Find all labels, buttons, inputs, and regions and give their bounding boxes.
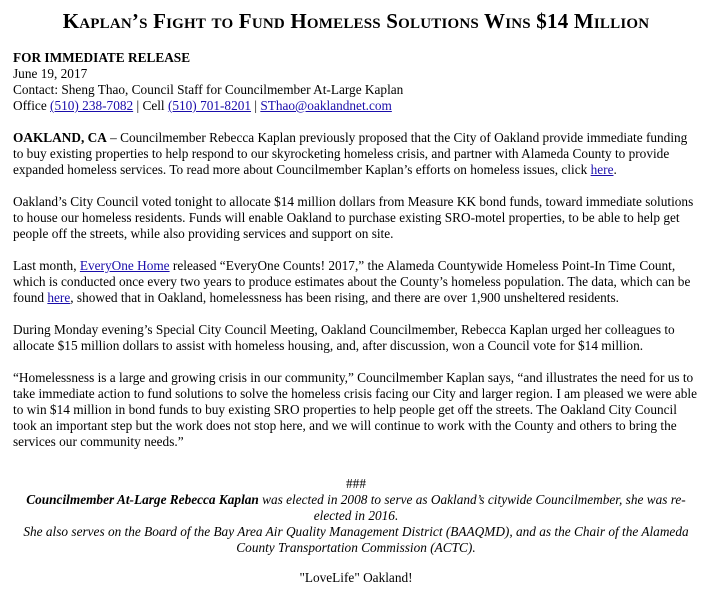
email-link[interactable]: SThao@oaklandnet.com xyxy=(260,98,392,113)
paragraph-5: “Homelessness is a large and growing crisis in our community,” Councilmember Kaplan says, “and illustrates the need for us to take immediate action to fund solutions to solve the homeless crisis facing our City and larger region. I am pleased we were able to win $14 million in bond funds to buy existing SRO properties to help people get off the streets. The Oakland City Council took an important step but the work does not stop here, and we will continue to work with the County and others to bring the services our community needs.” xyxy=(13,370,697,449)
office-label: Office xyxy=(13,98,51,113)
paragraph-2: Oakland’s City Council voted tonight to allocate $14 million dollars from Measure KK bond funds, toward immediate solutions to house our homeless residents. Funds will enable Oakland to purchase existing SRO-motel properties, to be able to help get people off the streets, while also providing services and support on site. xyxy=(13,194,694,241)
footer-bio-2: She also serves on the Board of the Bay Area Air Quality Management District (BAAQMD), and as the Chair of the Alameda County Transportation Commission (ACTC). xyxy=(23,524,689,555)
separator: | xyxy=(251,98,261,113)
paragraph-1 xyxy=(13,130,699,178)
footer xyxy=(13,476,699,586)
data-link[interactable]: here xyxy=(47,290,71,305)
closing-line: "LoveLife" Oakland! xyxy=(299,570,413,585)
footer-hashes: ### xyxy=(346,476,366,491)
contact-details xyxy=(13,98,699,114)
release-date: June 19, 2017 xyxy=(13,66,88,81)
press-release-page xyxy=(0,9,709,613)
contact-line: Contact: Sheng Thao, Council Staff for Councilmember At-Large Kaplan xyxy=(13,82,404,97)
release-header xyxy=(13,50,699,114)
release-label: FOR IMMEDIATE RELEASE xyxy=(13,50,191,65)
footer-bio-1: was elected in 2008 to serve as Oakland’s citywide Councilmember, she was re-elected in 2016. xyxy=(258,492,686,523)
footer-bio xyxy=(13,492,699,524)
cell-label: | Cell xyxy=(133,98,168,113)
page-title: Kaplan’s Fight to Fund Homeless Solutions Wins $14 Million xyxy=(62,9,650,33)
paragraph-3-end: , showed that in Oakland, homelessness has been rising, and there are over 1,900 unsheltered residents. xyxy=(70,290,619,305)
office-phone-link[interactable]: (510) 238-7082 xyxy=(50,98,134,113)
paragraph-3 xyxy=(13,258,699,306)
footer-name: Councilmember At-Large Rebecca Kaplan xyxy=(26,492,259,507)
cell-phone-link[interactable]: (510) 701-8201 xyxy=(167,98,252,113)
paragraph-1-text: – Councilmember Rebecca Kaplan previously proposed that the City of Oakland provide immediate funding to buy existing properties to help respond to our skyrocketing homeless crisis, and partner with Alameda County to provide expanded homeless services. To read more about Councilmember Kaplan’s efforts on homeless issues, click xyxy=(13,130,688,177)
paragraph-3-start: Last month, xyxy=(13,258,80,273)
dateline: OAKLAND, CA xyxy=(13,130,107,145)
homeless-efforts-link[interactable]: here xyxy=(590,162,614,177)
paragraph-3-mid: released “EveryOne Counts! 2017,” the Alameda Countywide Homeless Point-In Time Count, which is conducted once every two years to produce estimates about the County’s homeless population. The data, which can be found xyxy=(13,258,691,305)
paragraph-4: During Monday evening’s Special City Council Meeting, Oakland Councilmember, Rebecca Kaplan urged her colleagues to allocate $15 million dollars to assist with homeless housing, and, after discussion, won a Council vote for $14 million. xyxy=(13,322,675,353)
paragraph-1-end: . xyxy=(613,162,617,177)
everyone-home-link[interactable]: EveryOne Home xyxy=(79,258,170,273)
